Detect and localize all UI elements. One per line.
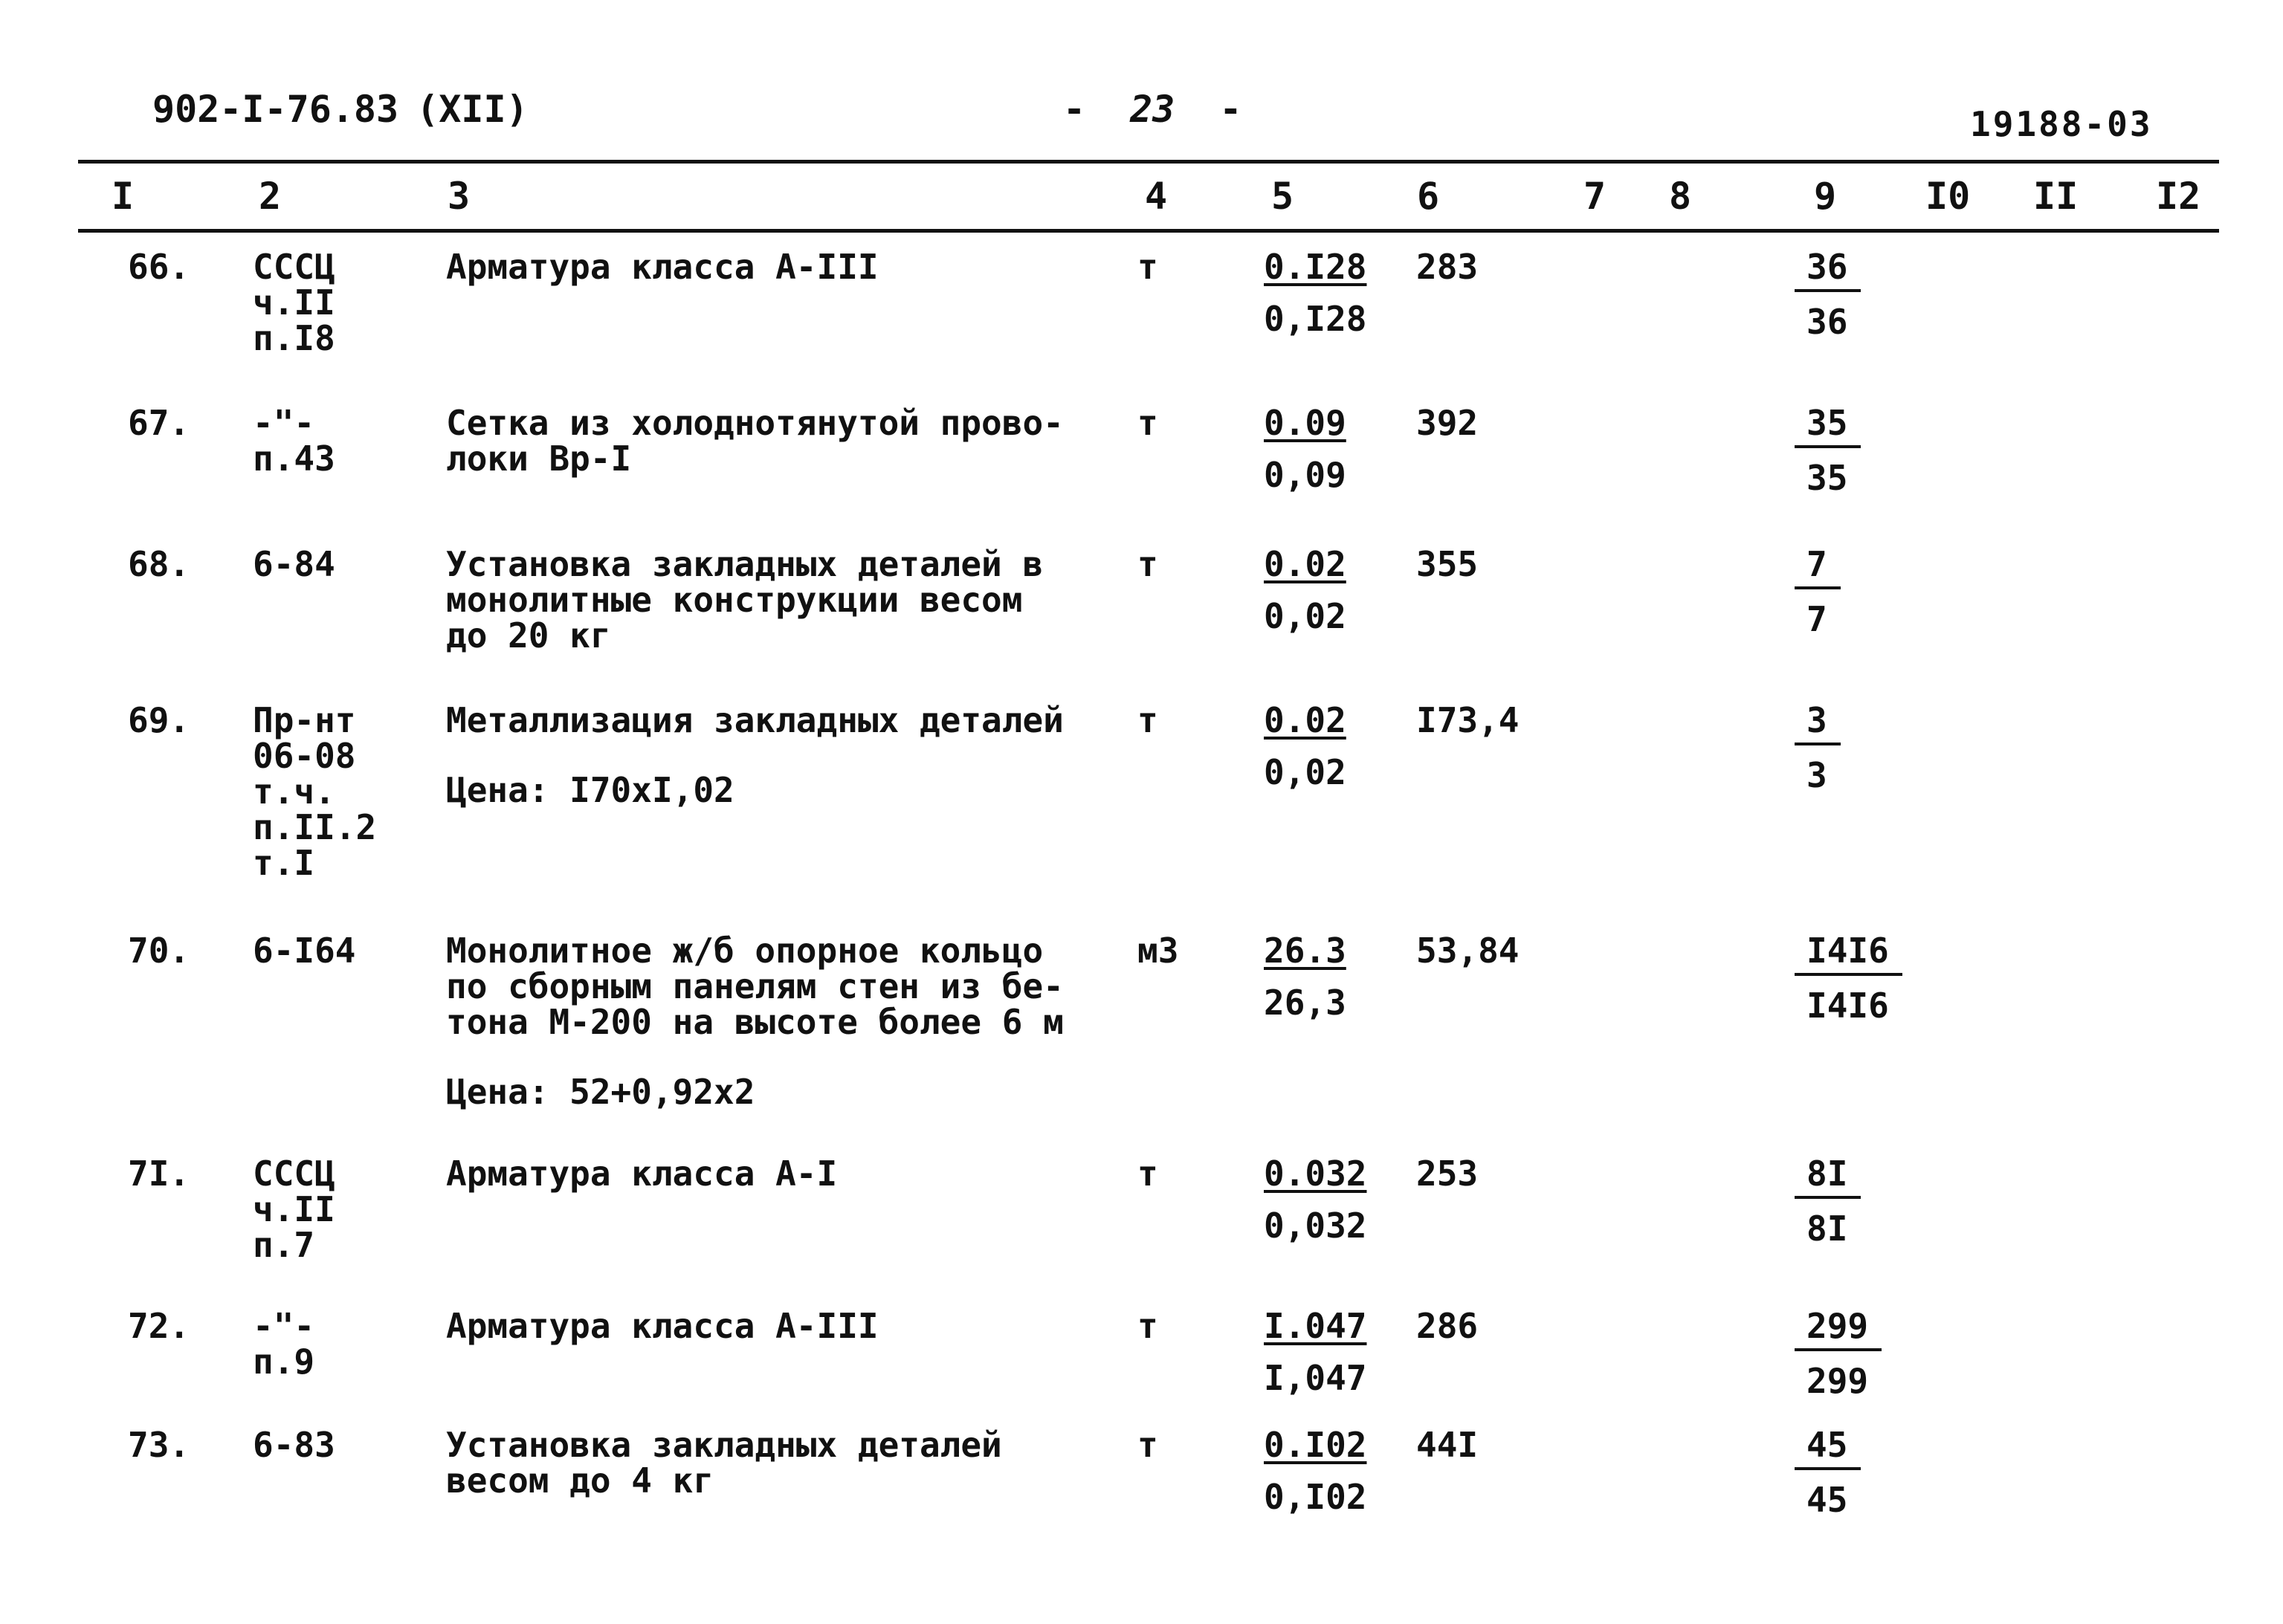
cost-fraction — [1806, 546, 1841, 637]
quantity-per-unit: 0,02 — [1264, 596, 1346, 636]
quantity — [1264, 931, 1346, 1023]
column-header-3: 3 — [448, 175, 471, 218]
rate-code-line: СССЦ — [253, 1154, 335, 1194]
cost — [1806, 702, 1841, 793]
column-header-2: 2 — [259, 175, 282, 218]
cost — [1806, 405, 1861, 496]
quantity-per-unit: 0,032 — [1264, 1206, 1367, 1246]
cost — [1806, 931, 1902, 1026]
quantity-fraction — [1264, 249, 1366, 337]
quantity-fraction — [1264, 1154, 1367, 1246]
quantity-per-unit: 0,02 — [1264, 752, 1346, 792]
cost-total: 36 — [1795, 249, 1861, 292]
work-description — [446, 403, 1064, 479]
cost-fraction — [1806, 405, 1861, 496]
column-header-12: I2 — [2156, 175, 2201, 218]
row-number: 73. — [128, 1425, 190, 1465]
quantity-fraction — [1264, 1308, 1366, 1396]
quantity-total: 0.02 — [1264, 700, 1346, 740]
rate-code-line: п.I8 — [253, 318, 335, 358]
work-description — [446, 933, 1064, 1110]
rate-code-line: СССЦ — [253, 247, 335, 287]
row-number: 72. — [128, 1306, 190, 1346]
quantity-per-unit: 0,I02 — [1264, 1477, 1367, 1517]
work-description — [446, 544, 1044, 656]
unit-price: 283 — [1416, 247, 1479, 287]
rate-code — [253, 1156, 335, 1263]
column-header-4: 4 — [1145, 175, 1168, 218]
quantity — [1264, 1427, 1366, 1515]
row-number: 66. — [128, 247, 190, 287]
page-number-dash-right: - — [1219, 88, 1242, 131]
unit-of-measure: т — [1137, 1425, 1158, 1465]
unit-of-measure: т — [1137, 544, 1158, 584]
cost-per-unit: 8I — [1806, 1209, 1848, 1249]
unit-price: 286 — [1416, 1306, 1479, 1346]
unit-of-measure: т — [1137, 1154, 1158, 1194]
cost — [1806, 1308, 1882, 1399]
rate-code — [253, 546, 335, 582]
page-number — [1018, 88, 1286, 131]
rate-code — [253, 403, 335, 479]
cost-per-unit: 35 — [1806, 458, 1848, 498]
cost-per-unit: 3 — [1806, 755, 1827, 795]
work-description-line: Сетка из холоднотянутой прово- — [446, 403, 1064, 443]
cost — [1806, 1154, 1861, 1249]
quantity-total: 26.3 — [1264, 931, 1346, 971]
price-note: Цена: I70xI,02 — [446, 770, 734, 810]
cost-per-unit: I4I6 — [1806, 986, 1889, 1026]
cost-per-unit: 36 — [1806, 302, 1848, 342]
work-description-line: монолитные конструкции весом — [446, 580, 1023, 620]
cost-fraction — [1806, 249, 1861, 340]
quantity-per-unit: 0,09 — [1264, 455, 1346, 495]
column-header-5: 5 — [1271, 175, 1294, 218]
row-number: 69. — [128, 700, 190, 740]
price-note: Цена: 52+0,92x2 — [446, 1072, 755, 1112]
column-header-6: 6 — [1417, 175, 1440, 218]
rate-code-line: 6-I64 — [253, 931, 356, 971]
cost — [1806, 249, 1861, 340]
quantity-total: 0.09 — [1264, 403, 1346, 443]
cost-total: 7 — [1795, 546, 1841, 589]
quantity-fraction — [1264, 405, 1346, 493]
rate-code-line: т.I — [253, 843, 315, 883]
rate-code-line: п.7 — [253, 1225, 315, 1265]
work-description-line: до 20 кг — [446, 615, 611, 656]
column-header-9: 9 — [1814, 175, 1837, 218]
work-description — [446, 1154, 838, 1194]
work-description — [446, 1308, 879, 1344]
doc-code-text: 902-I-76.83 — [152, 88, 399, 131]
work-description-line: Арматура класса А-III — [446, 1306, 879, 1346]
page-number-dash-left: - — [1063, 88, 1086, 131]
quantity-fraction — [1264, 702, 1346, 790]
rate-code — [253, 249, 335, 356]
unit-price: 253 — [1416, 1154, 1479, 1194]
cost-total: 45 — [1795, 1427, 1861, 1470]
rate-code-line: -"- — [253, 403, 315, 443]
unit-price: 355 — [1416, 544, 1479, 584]
row-number: 70. — [128, 931, 190, 971]
work-description — [446, 249, 879, 285]
column-header-rule — [78, 229, 2219, 233]
column-header-8: 8 — [1669, 175, 1692, 218]
row-number: 67. — [128, 403, 190, 443]
page-number-text: 23 — [1130, 88, 1175, 131]
work-description — [446, 1425, 1002, 1501]
doc-part-text: (XII) — [416, 88, 529, 131]
rate-code-line: т.ч. — [253, 771, 335, 812]
unit-of-measure: м3 — [1137, 931, 1179, 971]
work-description-line: весом до 4 кг — [446, 1460, 714, 1501]
quantity-total: 0.032 — [1264, 1154, 1367, 1194]
work-description — [446, 702, 1064, 808]
unit-price: 392 — [1416, 403, 1479, 443]
row-number: 7I. — [128, 1154, 190, 1194]
quantity-fraction — [1264, 931, 1346, 1023]
document-code — [152, 88, 529, 131]
work-description-line: Монолитное ж/б опорное кольцо — [446, 931, 1044, 971]
quantity-per-unit: 26,3 — [1264, 983, 1346, 1023]
work-description-line: тона М-200 на высоте более 6 м — [446, 1002, 1064, 1042]
rate-code — [253, 931, 356, 971]
column-header-7: 7 — [1583, 175, 1607, 218]
archive-number: 19188-03 — [1970, 104, 2153, 144]
quantity — [1264, 546, 1346, 634]
page-header — [0, 0, 2283, 156]
unit-price: 53,84 — [1416, 931, 1520, 971]
cost — [1806, 1427, 1861, 1518]
unit-price: I73,4 — [1416, 700, 1520, 740]
rate-code-line: ч.II — [253, 1189, 335, 1229]
work-description-line: Арматура класса А-III — [446, 247, 879, 287]
rate-code-line: п.II.2 — [253, 807, 377, 847]
rate-code-line: Пр-нт — [253, 700, 356, 740]
quantity — [1264, 249, 1366, 337]
quantity — [1264, 1308, 1366, 1396]
cost-fraction — [1806, 931, 1902, 1026]
cost-total: I4I6 — [1795, 933, 1902, 976]
column-header-11: II — [2033, 175, 2079, 218]
cost-fraction — [1806, 1427, 1861, 1518]
column-header-1: I — [112, 175, 135, 218]
cost-per-unit: 7 — [1806, 599, 1827, 639]
quantity-fraction — [1264, 1427, 1366, 1515]
rate-code — [253, 702, 376, 881]
rate-code-line: -"- — [253, 1306, 315, 1346]
cost-fraction — [1806, 1308, 1882, 1399]
work-description-line: по сборным панелям стен из бе- — [446, 966, 1064, 1006]
cost-total: 8I — [1795, 1156, 1861, 1199]
quantity-total: I.047 — [1264, 1306, 1367, 1346]
rate-code-line: 6-84 — [253, 544, 335, 584]
work-description-line: Металлизация закладных деталей — [446, 700, 1064, 740]
cost-fraction — [1806, 1154, 1861, 1249]
cost — [1806, 546, 1841, 637]
rate-code — [253, 1306, 315, 1382]
cost-total: 3 — [1795, 702, 1841, 745]
work-description-line: локи Вр-I — [446, 439, 632, 479]
rate-code-line: п.43 — [253, 439, 335, 479]
quantity-per-unit: I,047 — [1264, 1358, 1367, 1398]
header-top-rule — [78, 160, 2219, 164]
column-header-10: I0 — [1925, 175, 1971, 218]
rate-code-line: ч.II — [253, 282, 335, 323]
work-description-line: Арматура класса А-I — [446, 1154, 838, 1194]
unit-of-measure: т — [1137, 247, 1158, 287]
quantity — [1264, 1154, 1367, 1246]
cost-total: 35 — [1795, 405, 1861, 448]
unit-of-measure: т — [1137, 700, 1158, 740]
quantity-total: 0.I02 — [1264, 1425, 1367, 1465]
quantity-total: 0.I28 — [1264, 247, 1367, 287]
quantity — [1264, 405, 1346, 493]
unit-of-measure: т — [1137, 1306, 1158, 1346]
rate-code-line: 06-08 — [253, 736, 356, 776]
cost-per-unit: 45 — [1806, 1480, 1848, 1520]
rate-code-line: п.9 — [253, 1342, 315, 1382]
rate-code — [253, 1427, 335, 1463]
quantity — [1264, 702, 1346, 790]
quantity-fraction — [1264, 546, 1346, 634]
quantity-total: 0.02 — [1264, 544, 1346, 584]
cost-total: 299 — [1795, 1308, 1882, 1351]
work-description-line: Установка закладных деталей — [446, 1425, 1002, 1465]
rate-code-line: 6-83 — [253, 1425, 335, 1465]
unit-of-measure: т — [1137, 403, 1158, 443]
row-number: 68. — [128, 544, 190, 584]
work-description-line: Установка закладных деталей в — [446, 544, 1044, 584]
unit-price: 44I — [1416, 1425, 1479, 1465]
quantity-per-unit: 0,I28 — [1264, 299, 1367, 339]
cost-per-unit: 299 — [1806, 1361, 1869, 1401]
cost-fraction — [1806, 702, 1841, 793]
